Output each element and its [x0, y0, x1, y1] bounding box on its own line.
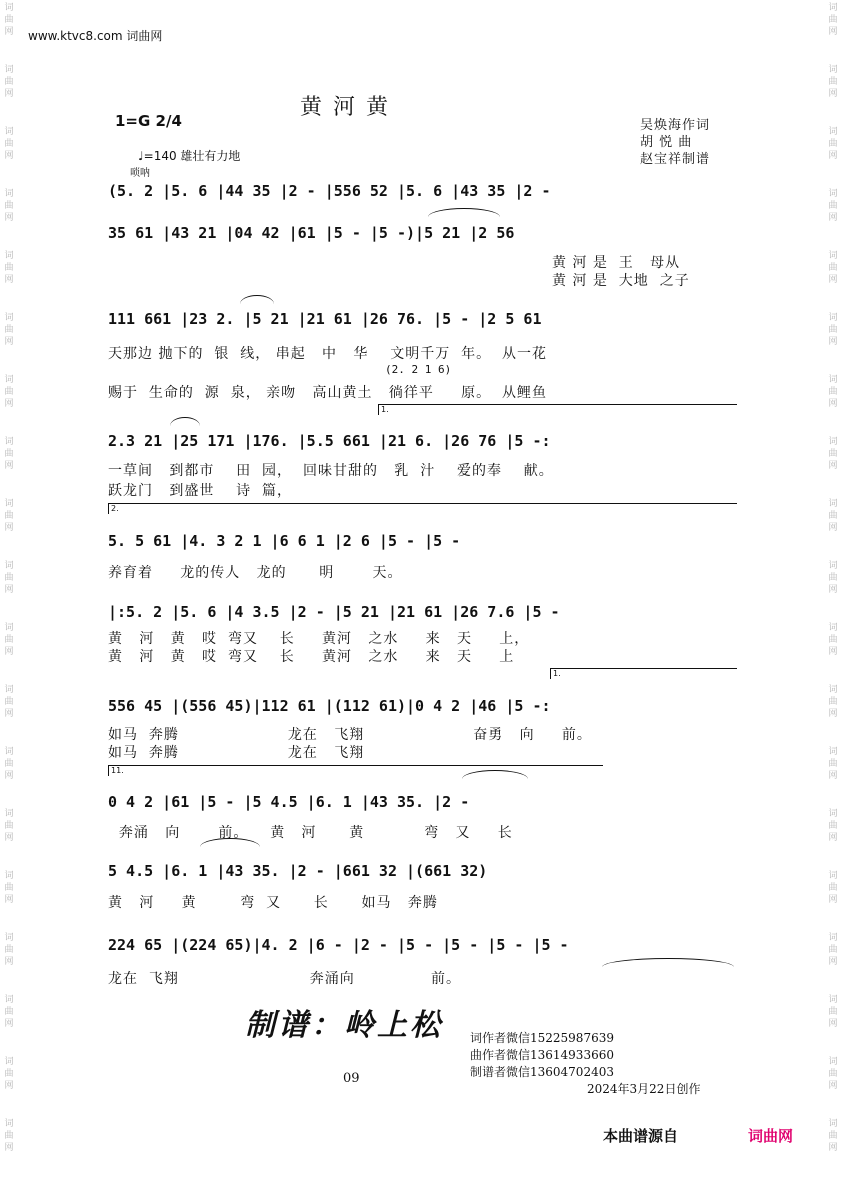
watermark-text: 词曲网 [4, 1119, 14, 1153]
lyricist-contact: 词作者微信15225987639 [470, 1031, 614, 1045]
watermark-text: 词曲网 [828, 189, 838, 223]
watermark-text: 词曲网 [4, 313, 14, 347]
lyric-line: 天那边 抛下的 银 线， 串起 中 华 文明千万 年。 从一花 [108, 346, 548, 362]
lyricist-credit: 吴焕海作词 [640, 118, 711, 133]
watermark-text: 词曲网 [828, 685, 838, 719]
score-line-2 [108, 217, 740, 251]
watermark-text: 词曲网 [828, 747, 838, 781]
watermark-text: 词曲网 [828, 933, 838, 967]
tempo-marking: ♩=140 雄壮有力地 [138, 149, 241, 163]
watermark-text: 词曲网 [828, 127, 838, 161]
composer-contact: 曲作者微信13614933660 [470, 1048, 614, 1062]
watermark-text: 词曲网 [4, 561, 14, 595]
arranger-contact: 制谱者微信13604702403 [470, 1065, 614, 1079]
site-url[interactable]: www.ktvc8.com 词曲网 [28, 29, 163, 43]
watermark-text: 词曲网 [4, 127, 14, 161]
watermark-text: 词曲网 [828, 623, 838, 657]
watermark-text: 词曲网 [4, 375, 14, 409]
grace-note: (2. 2 1 6) [385, 363, 452, 376]
watermark-text: 词曲网 [4, 685, 14, 719]
watermark-text: 词曲网 [828, 995, 838, 1029]
watermark-text: 词曲网 [828, 1057, 838, 1091]
score-line-notes: 35 61 |43 21 |04 42 |61 |5 - |5 -)|5 21 |2 56 [108, 224, 515, 242]
composer-credit: 胡 悦 曲 [640, 135, 693, 150]
watermark-text: 词曲网 [828, 313, 838, 347]
lyric-line: 一草间 到都市 田 园， 回味甘甜的 乳 汁 爱的奉 献。 [108, 463, 554, 479]
lyric-line: 黄 河 是 王 母从 [552, 255, 681, 271]
lyric-line: 养育着 龙的传人 龙的 明 天。 [108, 565, 403, 581]
lyric-line: 奔涌 向 前。 黄 河 黄 弯 又 长 [108, 825, 513, 841]
creation-date: 2024年3月22日创作 [587, 1082, 701, 1096]
score-line-9 [108, 855, 740, 889]
score-line-5 [108, 525, 740, 559]
watermark-text: 词曲网 [828, 871, 838, 905]
watermark-text: 词曲网 [4, 1057, 14, 1091]
slur-arc [428, 208, 500, 217]
source-label: 本曲谱源自 [603, 1127, 679, 1145]
lyric-line: 黄 河 黄 哎 弯又 长 黄河 之水 来 天 上， [108, 631, 530, 647]
score-line-8 [108, 786, 740, 820]
score-line-notes: 5 4.5 |6. 1 |43 35. |2 - |661 32 |(661 32) [108, 862, 488, 880]
watermark-text: 词曲网 [4, 189, 14, 223]
instrument-label: 唢呐 [130, 168, 150, 179]
watermark-text: 词曲网 [4, 623, 14, 657]
lyric-line: 如马 奔腾 龙在 飞翔 奋勇 向 前。 [108, 727, 592, 743]
lyric-line: 黄 河 黄 哎 弯又 长 黄河 之水 来 天 上 [108, 649, 515, 665]
watermark-text: 词曲网 [4, 809, 14, 843]
watermark-text: 词曲网 [828, 437, 838, 471]
ending-bracket: 11. [108, 765, 603, 776]
score-line-notes: (5. 2 |5. 6 |44 35 |2 - |556 52 |5. 6 |43 35 |2 - [108, 182, 551, 200]
watermark-text: 词曲网 [4, 251, 14, 285]
score-line-notes: 556 45 |(556 45)|112 61 |(112 61)|0 4 2 |46 |5 -: [108, 697, 551, 715]
watermark-text: 词曲网 [828, 1119, 838, 1153]
score-line-notes: |:5. 2 |5. 6 |4 3.5 |2 - |5 21 |21 61 |26 7.6 |5 - [108, 603, 560, 621]
arranger-signature: 制谱：岭上松 [245, 1008, 443, 1043]
left-watermark [2, 0, 16, 1178]
watermark-text: 词曲网 [4, 747, 14, 781]
watermark-text: 词曲网 [828, 251, 838, 285]
source-site-link[interactable]: 词曲网 [748, 1127, 794, 1145]
ending-bracket: 1. [550, 668, 737, 679]
ending-bracket: 2. [108, 503, 737, 514]
watermark-text: 词曲网 [4, 437, 14, 471]
lyric-line: 如马 奔腾 龙在 飞翔 [108, 745, 365, 761]
score-line-notes: 224 65 |(224 65)|4. 2 |6 - |2 - |5 - |5 - |5 - |5 - [108, 936, 569, 954]
score-line-3 [108, 303, 740, 337]
watermark-text: 词曲网 [4, 3, 14, 37]
watermark-text: 词曲网 [828, 375, 838, 409]
key-signature: 1=G 2/4 [115, 112, 182, 130]
lyric-line: 黄 河 黄 弯 又 长 如马 奔腾 [108, 895, 438, 911]
ending-bracket: 1. [378, 404, 737, 415]
score-line-4 [108, 425, 740, 459]
score-line-notes: 5. 5 61 |4. 3 2 1 |6 6 1 |2 6 |5 - |5 - [108, 532, 461, 550]
watermark-text: 词曲网 [4, 65, 14, 99]
slur-arc [240, 295, 274, 304]
watermark-text: 词曲网 [828, 499, 838, 533]
score-line-notes: 2.3 21 |25 171 |176. |5.5 661 |21 6. |26 76 |5 -: [108, 432, 551, 450]
lyric-line: 赐于 生命的 源 泉， 亲吻 高山黄土 徜徉平 原。 从鲤鱼 [108, 385, 548, 401]
watermark-text: 词曲网 [4, 995, 14, 1029]
slur-arc [170, 417, 200, 426]
watermark-text: 词曲网 [4, 499, 14, 533]
watermark-text: 词曲网 [828, 65, 838, 99]
watermark-text: 词曲网 [828, 561, 838, 595]
lyric-line: 龙在 飞翔 奔涌向 前。 [108, 971, 462, 987]
watermark-text: 词曲网 [4, 871, 14, 905]
score-line-notes: 111 661 |23 2. |5 21 |21 61 |26 76. |5 - |2 5 61 [108, 310, 542, 328]
arranger-credit: 赵宝祥制谱 [640, 152, 711, 167]
score-line-7 [108, 690, 740, 724]
score-line-notes: 0 4 2 |61 |5 - |5 4.5 |6. 1 |43 35. |2 - [108, 793, 470, 811]
song-title: 黄 河 黄 [300, 95, 390, 120]
watermark-text: 词曲网 [828, 809, 838, 843]
score-line-6 [108, 596, 740, 630]
lyric-line: 黄 河 是 大地 之子 [552, 273, 690, 289]
lyric-line: 跃龙门 到盛世 诗 篇， [108, 483, 293, 499]
watermark-text: 词曲网 [828, 3, 838, 37]
right-watermark [826, 0, 840, 1178]
page-number: 09 [343, 1071, 360, 1086]
score-line-1 [108, 175, 740, 209]
watermark-text: 词曲网 [4, 933, 14, 967]
